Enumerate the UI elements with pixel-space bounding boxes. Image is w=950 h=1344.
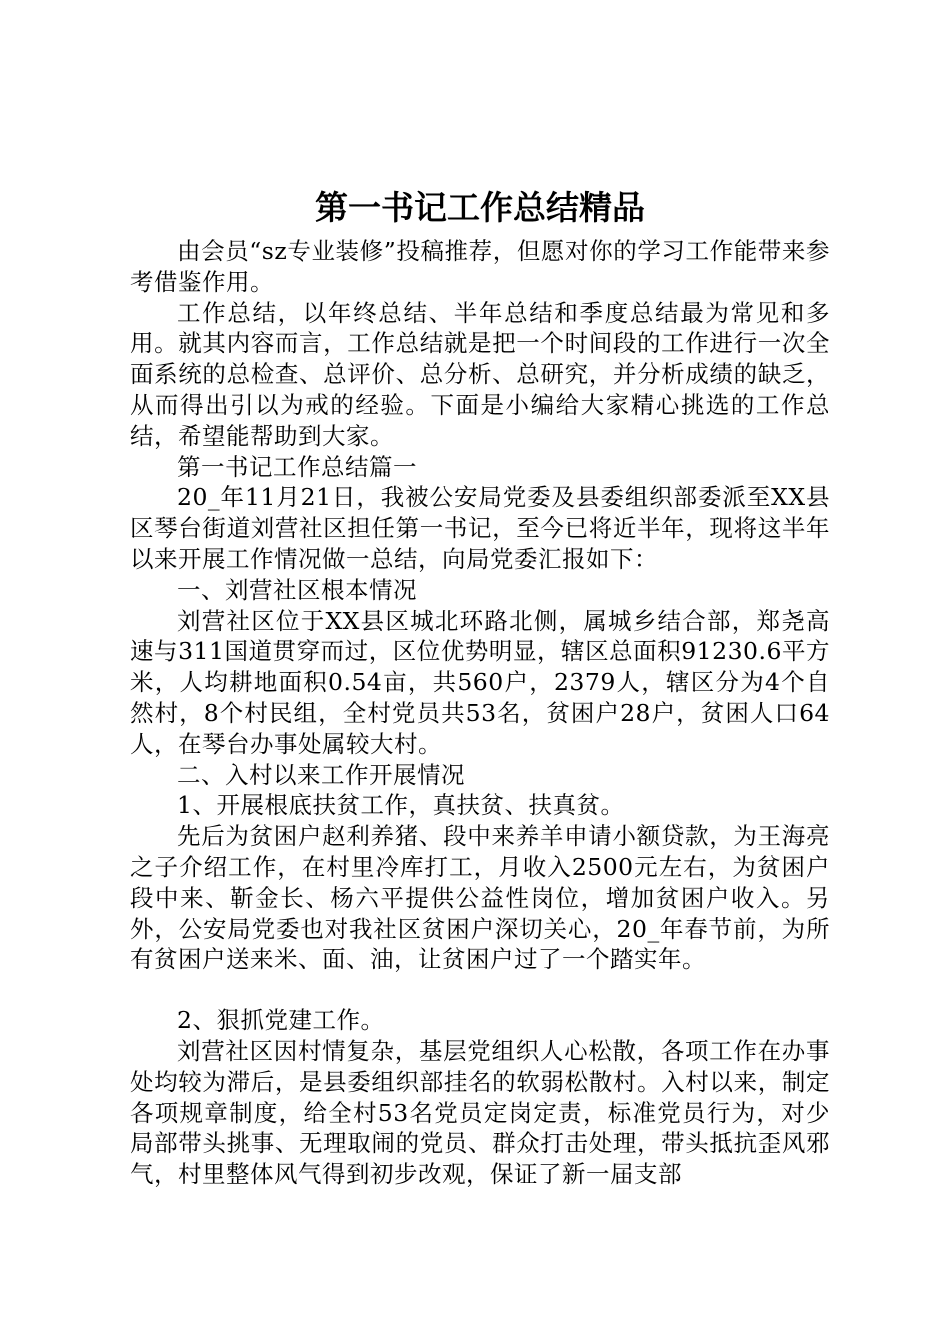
subheading-party-building: 2、狠抓党建工作。	[177, 1006, 385, 1035]
document-page	[130, 0, 830, 1344]
subheading-poverty-alleviation: 1、开展根底扶贫工作，真扶贫、扶真贫。	[177, 791, 625, 820]
paragraph-party-building: 刘营社区因村情复杂，基层党组织人心松散，各项工作在办事处均较为滞后，是县委组织部挂名的软弱松散村。入村以来，制定各项规章制度，给全村53名党员定岗定责，标准党员行为，对少局部带头挑事、无理取闹的党员、群众打击处理，带头抵抗歪风邪气，村里整体风气得到初步改观，保证了新一届支部	[130, 1036, 830, 1189]
paragraph-poverty-alleviation: 先后为贫困户赵利养猪、段中来养羊申请小额贷款，为王海亮之子介绍工作，在村里冷库打工，月收入2500元左右，为贫困户段中来、靳金长、杨六平提供公益性岗位，增加贫困户收入。另外，公安局党委也对我社区贫困户深切关心，20_年春节前，为所有贫困户送来米、面、油，让贫困户过了一个踏实年。	[130, 822, 830, 974]
section-heading-work-progress: 二、入村以来工作开展情况	[177, 760, 465, 789]
paragraph-community-profile: 刘营社区位于XX县区城北环路北侧，属城乡结合部，郑尧高速与311国道贯穿而过，区位优势明显，辖区总面积91230.6平方米，人均耕地面积0.54亩，共560户，2379人，辖区分为4个自然村，8个村民组，全村党员共53名，贫困户28户，贫困人口64人，在琴台办事处属较大村。	[130, 606, 830, 758]
paragraph-assignment: 20_年11月21日，我被公安局党委及县委组织部委派至XX县区琴台街道刘营社区担任第一书记，至今已将近半年，现将这半年以来开展工作情况做一总结，向局党委汇报如下：	[130, 483, 830, 573]
paragraph-intro: 由会员“sz专业装修”投稿推荐，但愿对你的学习工作能带来参考借鉴作用。	[130, 237, 830, 296]
document-body	[130, 236, 830, 1190]
paragraph-summary-overview: 工作总结，以年终总结、半年总结和季度总结最为常见和多用。就其内容而言，工作总结就是把一个时间段的工作进行一次全面系统的总检查、总评价、总分析、总研究，并分析成绩的缺乏，从而得出引以为戒的经验。下面是小编给大家精心挑选的工作总结，希望能帮助到大家。	[130, 298, 830, 450]
document-title: 第一书记工作总结精品	[315, 188, 645, 227]
section-heading-part-one: 第一书记工作总结篇一	[177, 452, 417, 481]
section-heading-basic-situation: 一、刘营社区根本情况	[177, 575, 417, 604]
